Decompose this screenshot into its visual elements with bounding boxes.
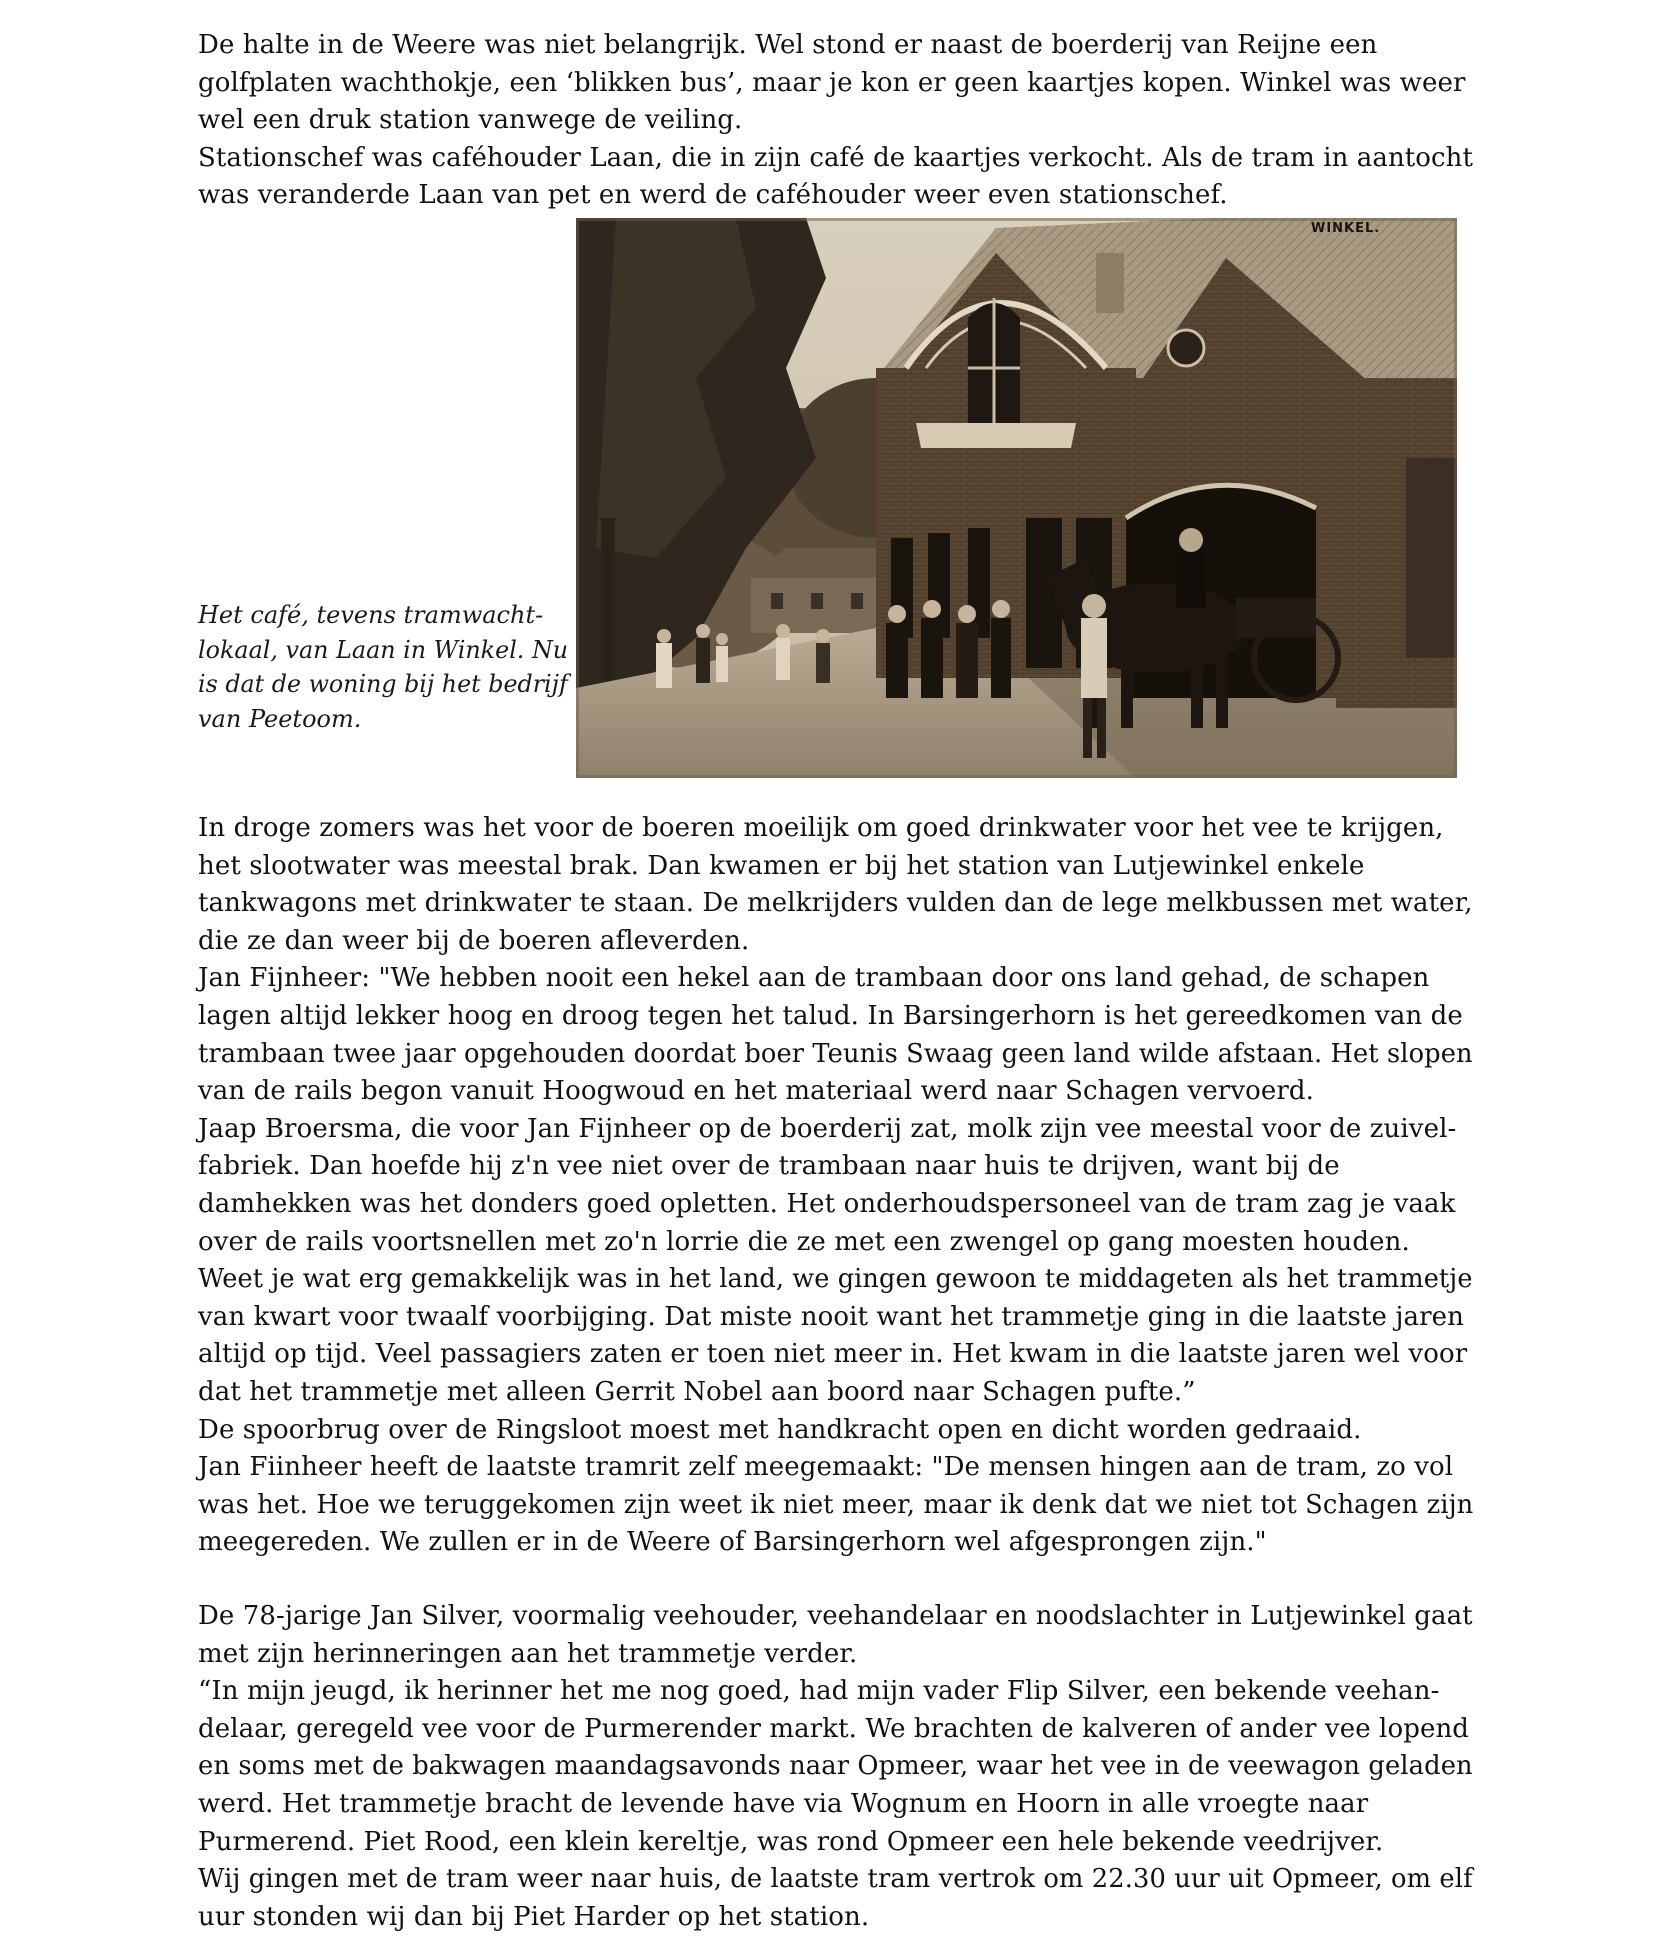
text-line: De halte in de Weere was niet belangrijk. Wel stond er naast de boerderij van Reijne een (198, 30, 1378, 60)
text-line: fabriek. Dan hoefde hij z'n vee niet over de trambaan naar huis te drijven, want bij de (198, 1151, 1340, 1182)
text-line: meegereden. We zullen er in de Weere of Barsingerhorn wel afgesprongen zijn." (198, 1527, 1267, 1558)
text-line: het slootwater was meestal brak. Dan kwamen er bij het station van Lutjewinkel enkele (198, 850, 1365, 881)
text-line: De spoorbrug over de Ringsloot moest met handkracht open en dicht worden gedraaid. (198, 1414, 1362, 1445)
photo-label: WINKEL. (1311, 221, 1381, 236)
cafe-photo (576, 218, 1457, 778)
photo-caption (198, 598, 568, 736)
text-line: die ze dan weer bij de boeren afleverden. (198, 925, 750, 956)
text-line: Stationschef was caféhouder Laan, die in zijn café de kaartjes verkocht. Als de tram in aantocht (198, 142, 1474, 173)
text-line: was het. Hoe we teruggekomen zijn weet ik niet meer, maar ik denk dat we niet tot Schagen zijn (198, 1489, 1474, 1520)
text-line: wel een druk station vanwege de veiling. (198, 105, 743, 136)
text-line: Wij gingen met de tram weer naar huis, de laatste tram vertrok om 22.30 uur uit Opmeer, om elf (198, 1864, 1473, 1895)
text-line: met zijn herinneringen aan het trammetje verder. (198, 1638, 858, 1669)
text-line: Jaap Broersma, die voor Jan Fijnheer op de boerderij zat, molk zijn vee meestal voor de zuivel- (198, 1113, 1457, 1144)
text-line: trambaan twee jaar opgehouden doordat boer Teunis Swaag geen land wilde afstaan. Het slopen (198, 1038, 1473, 1069)
text-line: Jan Fijnheer: "We hebben nooit een hekel aan de trambaan door ons land gehad, de schapen (198, 963, 1430, 994)
caption-line: Het café, tevens tramwacht- (198, 601, 544, 629)
text-line: In droge zomers was het voor de boeren moeilijk om goed drinkwater voor het vee te krijgen, (198, 813, 1444, 843)
text-line: van de rails begon vanuit Hoogwoud en het materiaal werd naar Schagen vervoerd. (198, 1076, 1314, 1107)
text-line: lagen altijd lekker hoog en droog tegen het talud. In Barsingerhorn is het gereedkomen van de (198, 1000, 1463, 1031)
text-line: werd. Het trammetje bracht de levende have via Wognum en Hoorn in alle vroegte naar (198, 1788, 1369, 1819)
text-line: “In mijn jeugd, ik herinner het me nog goed, had mijn vader Flip Silver, een bekende veehan- (198, 1676, 1440, 1707)
text-line: uur stonden wij dan bij Piet Harder op het station. (198, 1901, 870, 1932)
text-line: en soms met de bakwagen maandagsavonds naar Opmeer, waar het vee in de veewagon geladen (198, 1751, 1473, 1782)
caption-line: lokaal, van Laan in Winkel. Nu (198, 635, 569, 664)
sepia-photo-of-cafe-building (576, 218, 1457, 778)
text-line: over de rails voortsnellen met zo'n lorrie die ze met een zwengel op gang moesten houden. (198, 1226, 1410, 1257)
text-line: Purmerend. Piet Rood, een klein kereltje, was rond Opmeer een hele bekende veedrijver. (198, 1826, 1384, 1857)
text-line: Weet je wat erg gemakkelijk was in het land, we gingen gewoon te middageten als het trammetje (198, 1264, 1473, 1295)
text-line: van kwart voor twaalf voorbijging. Dat miste nooit want het trammetje ging in die laatste jaren (198, 1301, 1464, 1332)
bottom-paragraph (198, 1598, 1473, 1936)
text-line: tankwagons met drinkwater te staan. De melkrijders vulden dan de lege melkbussen met water, (198, 888, 1473, 919)
text-line: altijd op tijd. Veel passagiers zaten er toen niet meer in. Het kwam in die laatste jaren wel voor (198, 1339, 1468, 1370)
middle-paragraph (198, 810, 1473, 1562)
text-line: dat het trammetje met alleen Gerrit Nobel aan boord naar Schagen pufte.” (198, 1376, 1196, 1407)
caption-line: van Peetoom. (198, 704, 362, 733)
text-line: Jan Fiinheer heeft de laatste tramrit zelf meegemaakt: "De mensen hingen aan de tram, zo vol (198, 1452, 1454, 1483)
text-line: De 78-jarige Jan Silver, voormalig veehouder, veehandelaar en noodslachter in Lutjewinkel gaat (198, 1601, 1473, 1631)
top-paragraph (198, 27, 1473, 215)
text-line: delaar, geregeld vee voor de Purmerender markt. We brachten de kalveren of ander vee lopend (198, 1713, 1470, 1744)
text-line: golfplaten wachthokje, een ‘blikken bus’, maar je kon er geen kaartjes kopen. Winkel was weer (198, 67, 1466, 98)
text-line: damhekken was het donders goed opletten. Het onderhoudspersoneel van de tram zag je vaak (198, 1188, 1456, 1219)
text-line: was veranderde Laan van pet en werd de caféhouder weer even stationschef. (198, 180, 1228, 211)
caption-line: is dat de woning bij het bedrijf (198, 670, 568, 698)
